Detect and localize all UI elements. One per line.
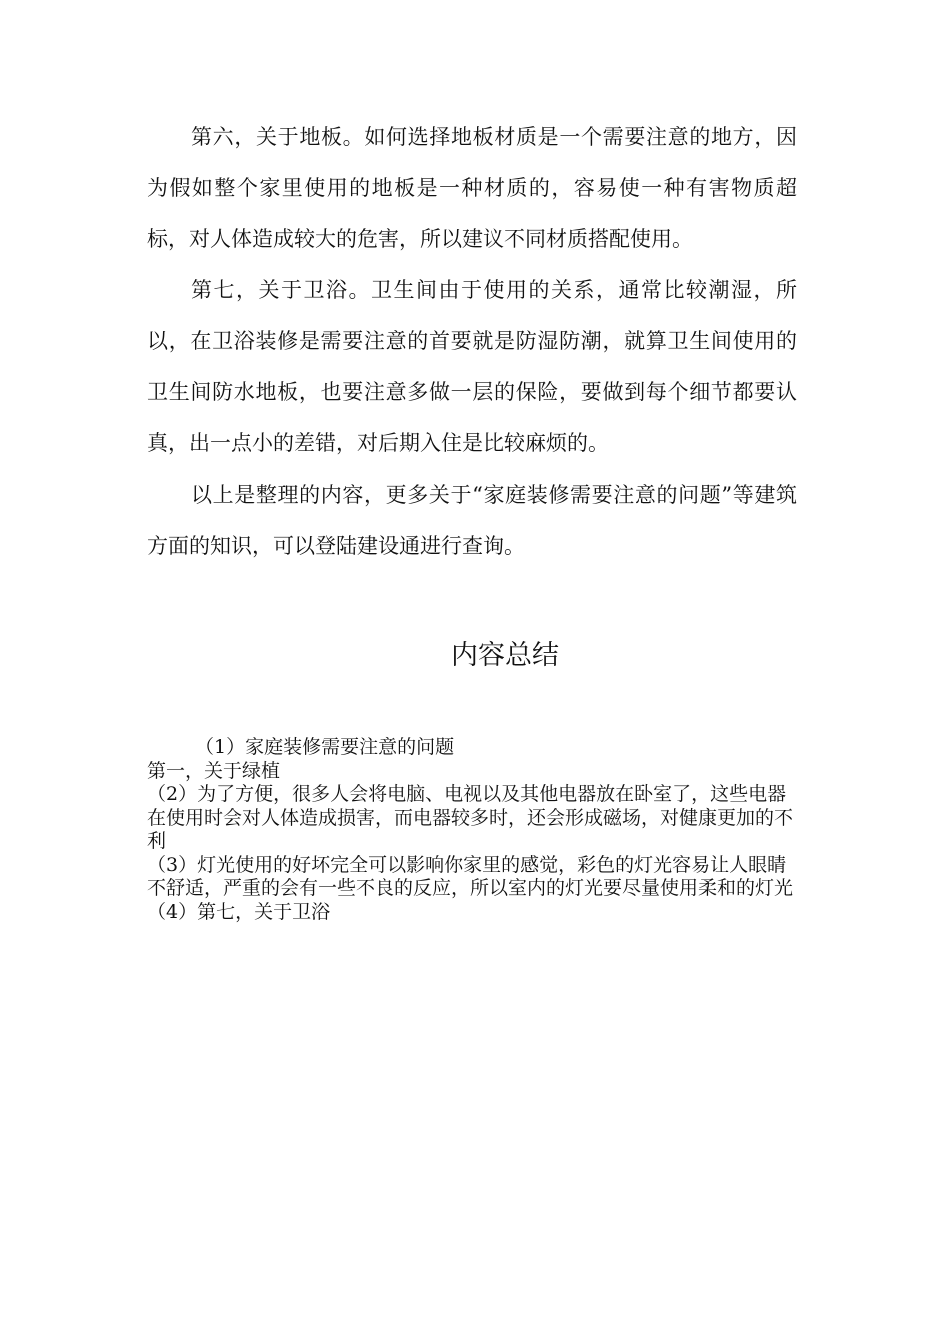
summary-item-4: （3）灯光使用的好坏完全可以影响你家里的感觉，彩色的灯光容易让人眼睛不舒适，严重的会有一些不良的反应，所以室内的灯光要尽量使用柔和的灯光 <box>147 853 794 899</box>
summary-list <box>147 736 802 924</box>
body-section-1 <box>147 112 797 265</box>
body-section-2 <box>147 265 797 469</box>
body-section-3 <box>147 470 797 572</box>
summary-item-1: （1）家庭装修需要注意的问题 <box>195 736 455 758</box>
summary-item-2: 第一，关于绿植 <box>147 759 281 782</box>
paragraph-conclusion: 以上是整理的内容，更多关于“家庭装修需要注意的问题”等建筑方面的知识，可以登陆建设通进行查询。 <box>147 483 797 558</box>
summary-item-3: （2）为了方便，很多人会将电脑、电视以及其他电器放在卧室了，这些电器在使用时会对人体造成损害，而电器较多时，还会形成磁场，对健康更加的不利 <box>147 783 794 852</box>
summary-item-5: （4）第七，关于卫浴 <box>147 900 331 923</box>
summary-title: 内容总结 <box>451 640 559 671</box>
paragraph-bathroom: 第七，关于卫浴。卫生间由于使用的关系，通常比较潮湿，所以，在卫浴装修是需要注意的首要就是防湿防潮，就算卫生间使用的卫生间防水地板，也要注意多做一层的保险，要做到每个细节都要认真，出一点小的差错，对后期入住是比较麻烦的。 <box>147 278 797 455</box>
paragraph-flooring: 第六，关于地板。如何选择地板材质是一个需要注意的地方，因为假如整个家里使用的地板是一种材质的，容易使一种有害物质超标，对人体造成较大的危害，所以建议不同材质搭配使用。 <box>147 125 797 251</box>
